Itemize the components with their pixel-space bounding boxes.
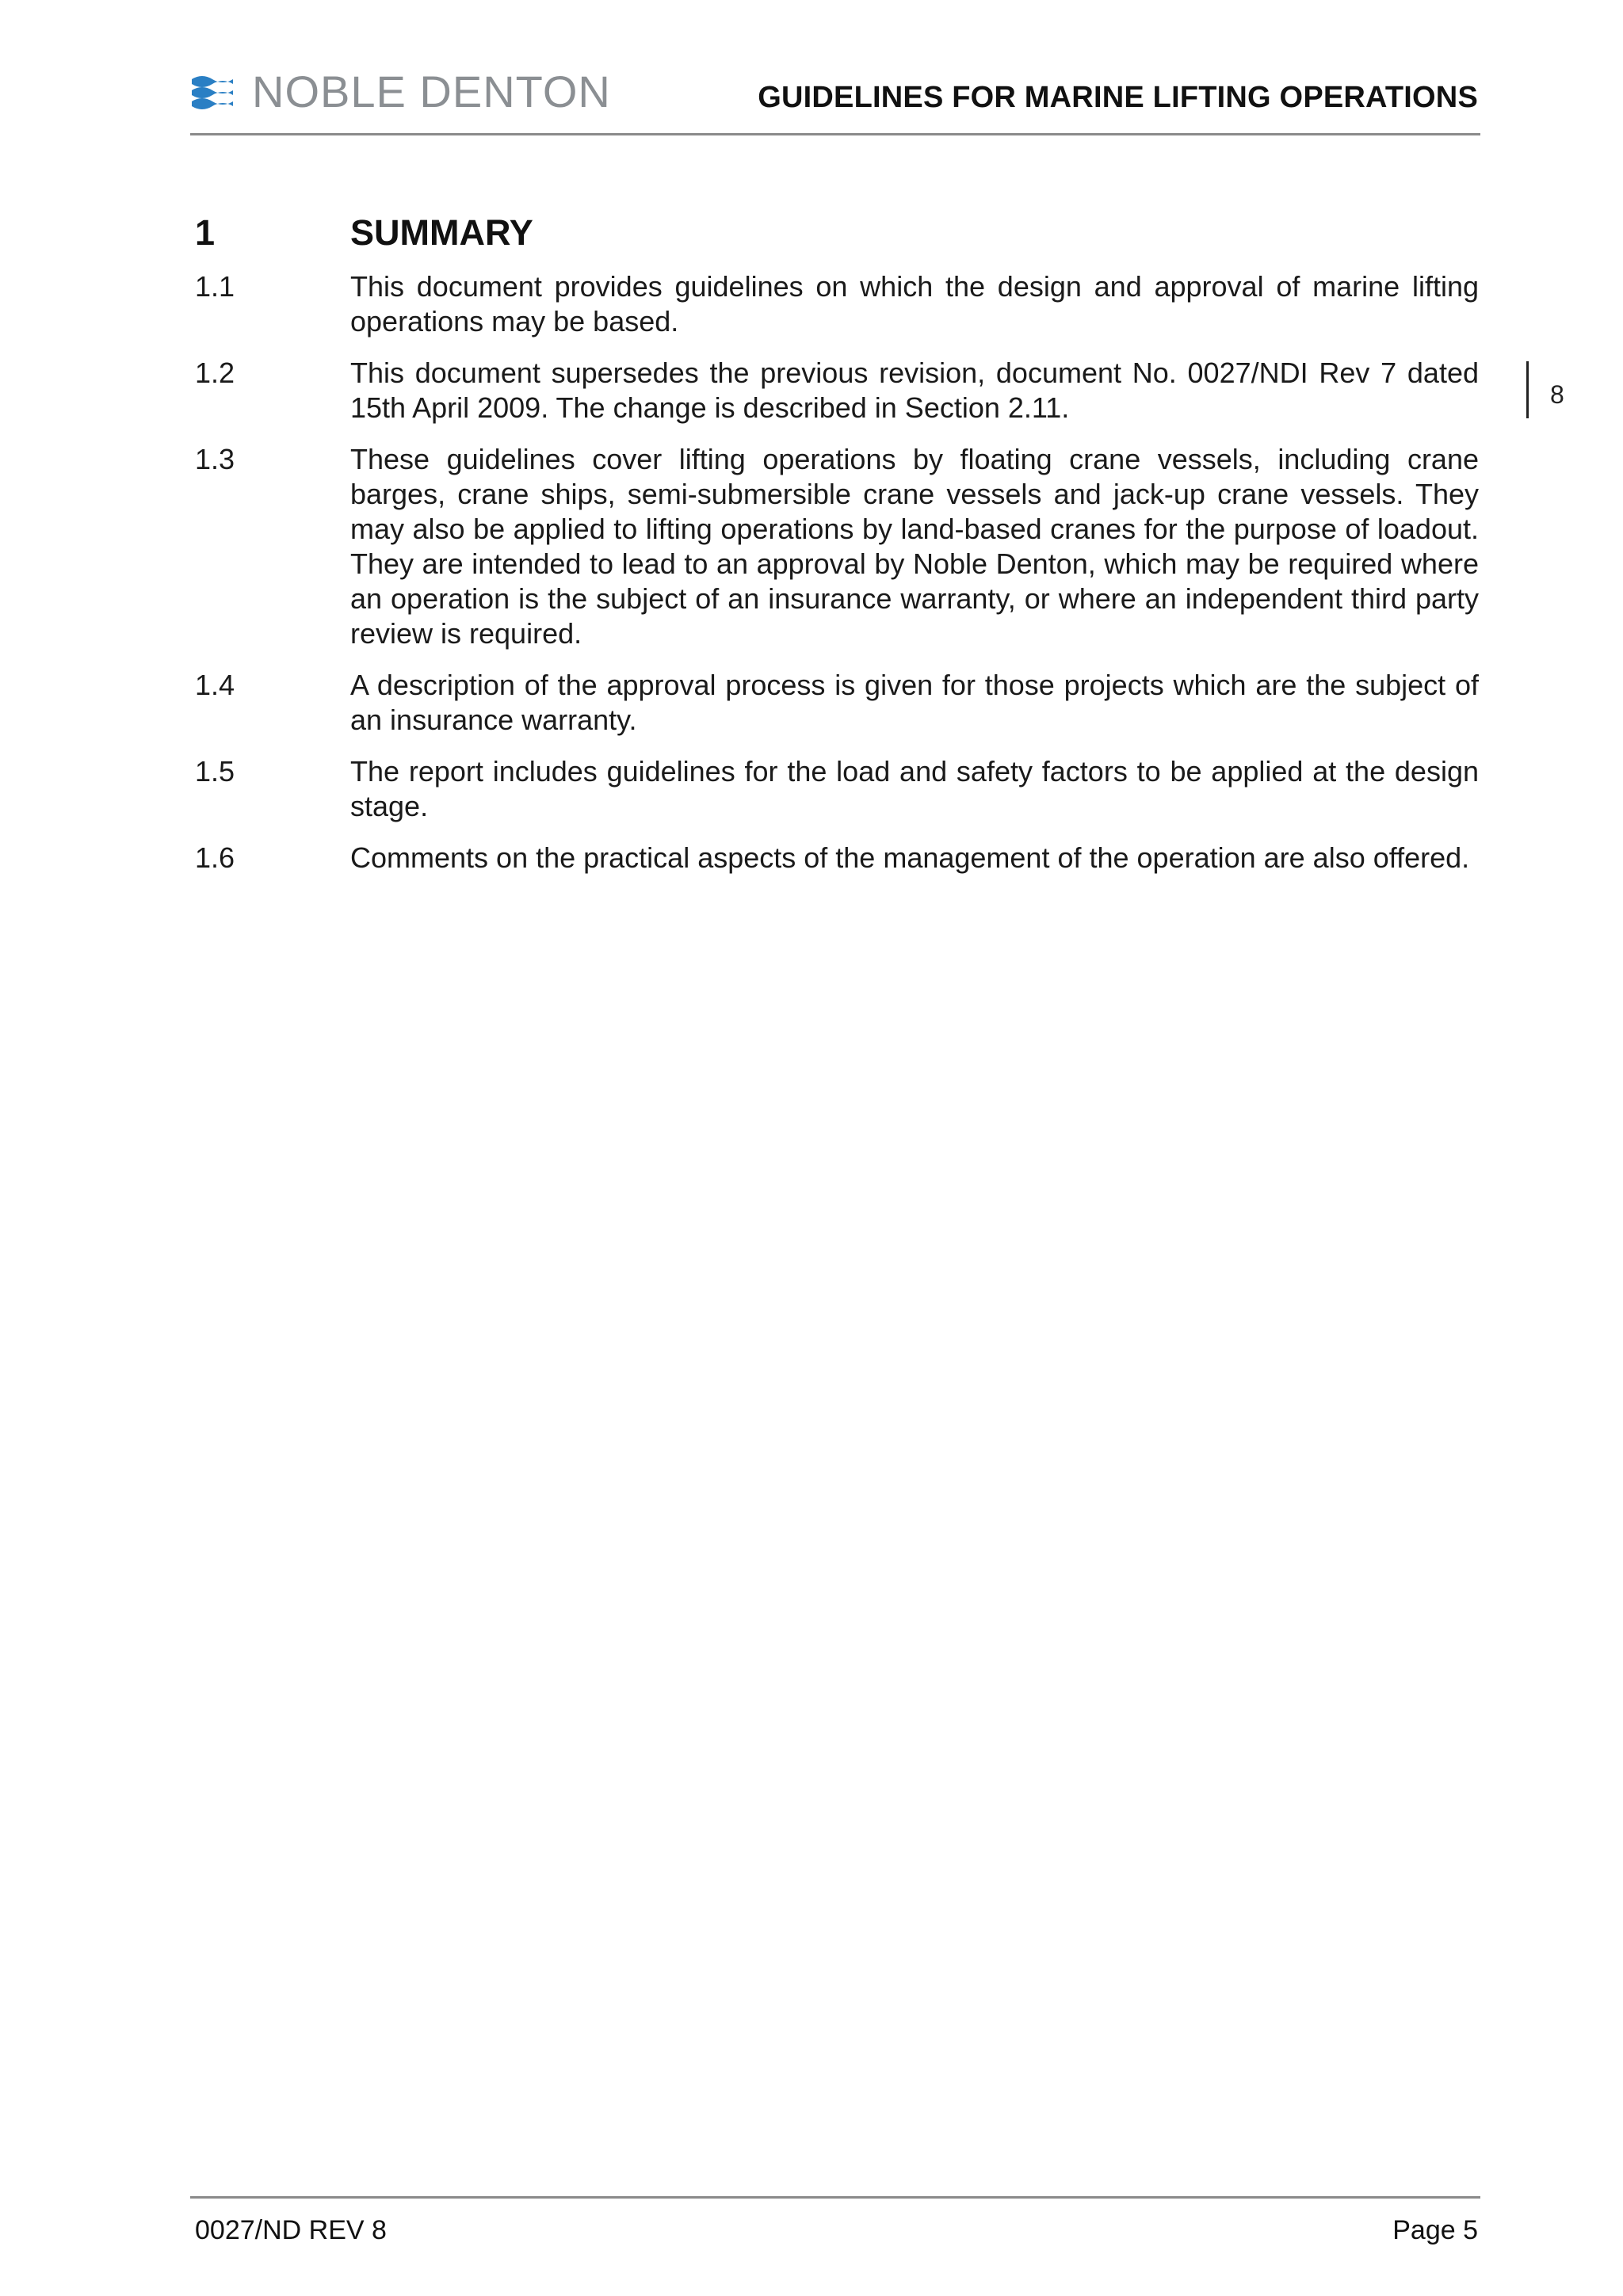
- wave-logo-icon: [190, 71, 235, 113]
- logo-text: NOBLE DENTON: [252, 67, 611, 116]
- paragraph-text: Comments on the practical aspects of the management of the operation are also offered.: [350, 841, 1470, 874]
- section-title: SUMMARY: [350, 212, 533, 253]
- document-reference: 0027/ND REV 8: [195, 2215, 387, 2245]
- summary-paragraphs: [195, 269, 1479, 892]
- paragraph-text: The report includes guidelines for the load and safety factors to be applied at the design stage.: [350, 755, 1479, 822]
- header-divider: [190, 133, 1480, 135]
- footer-divider: [190, 2196, 1480, 2199]
- paragraph: [195, 356, 1479, 425]
- paragraph-number: 1.6: [195, 841, 235, 874]
- section-number: 1: [195, 212, 216, 253]
- paragraph-text: A description of the approval process is given for those projects which are the subject of an insurance warranty.: [350, 669, 1479, 736]
- paragraph-number: 1.5: [195, 755, 235, 788]
- paragraph-number: 1.3: [195, 443, 235, 475]
- revision-change-bar: [1526, 361, 1529, 418]
- company-logo: [190, 68, 611, 116]
- document-title: GUIDELINES FOR MARINE LIFTING OPERATIONS: [758, 81, 1478, 114]
- paragraph-text: These guidelines cover lifting operations by floating crane vessels, including crane barges, crane ships, semi-submersible crane vessels and jack-up crane vessels. They may also be applied to lifting operations by land-based cranes for the purpose of loadout. They are intended to lead to an approval by Noble Denton, which may be required where an operation is the subject of an insurance warranty, or where an independent third party review is required.: [350, 443, 1479, 650]
- paragraph-text: This document supersedes the previous revision, document No. 0027/NDI Rev 7 dated 15th April 2009. The change is described in Section 2.11.: [350, 357, 1479, 424]
- paragraph: [195, 269, 1479, 339]
- paragraph-number: 1.4: [195, 669, 235, 701]
- page-number: Page 5: [1392, 2215, 1478, 2245]
- paragraph-text: This document provides guidelines on which the design and approval of marine lifting operations may be based.: [350, 270, 1479, 338]
- paragraph: [195, 442, 1479, 651]
- paragraph: [195, 668, 1479, 738]
- paragraph: [195, 841, 1479, 875]
- paragraph: [195, 754, 1479, 824]
- paragraph-number: 1.1: [195, 270, 235, 303]
- paragraph-number: 1.2: [195, 357, 235, 389]
- revision-marker: 8: [1550, 380, 1564, 409]
